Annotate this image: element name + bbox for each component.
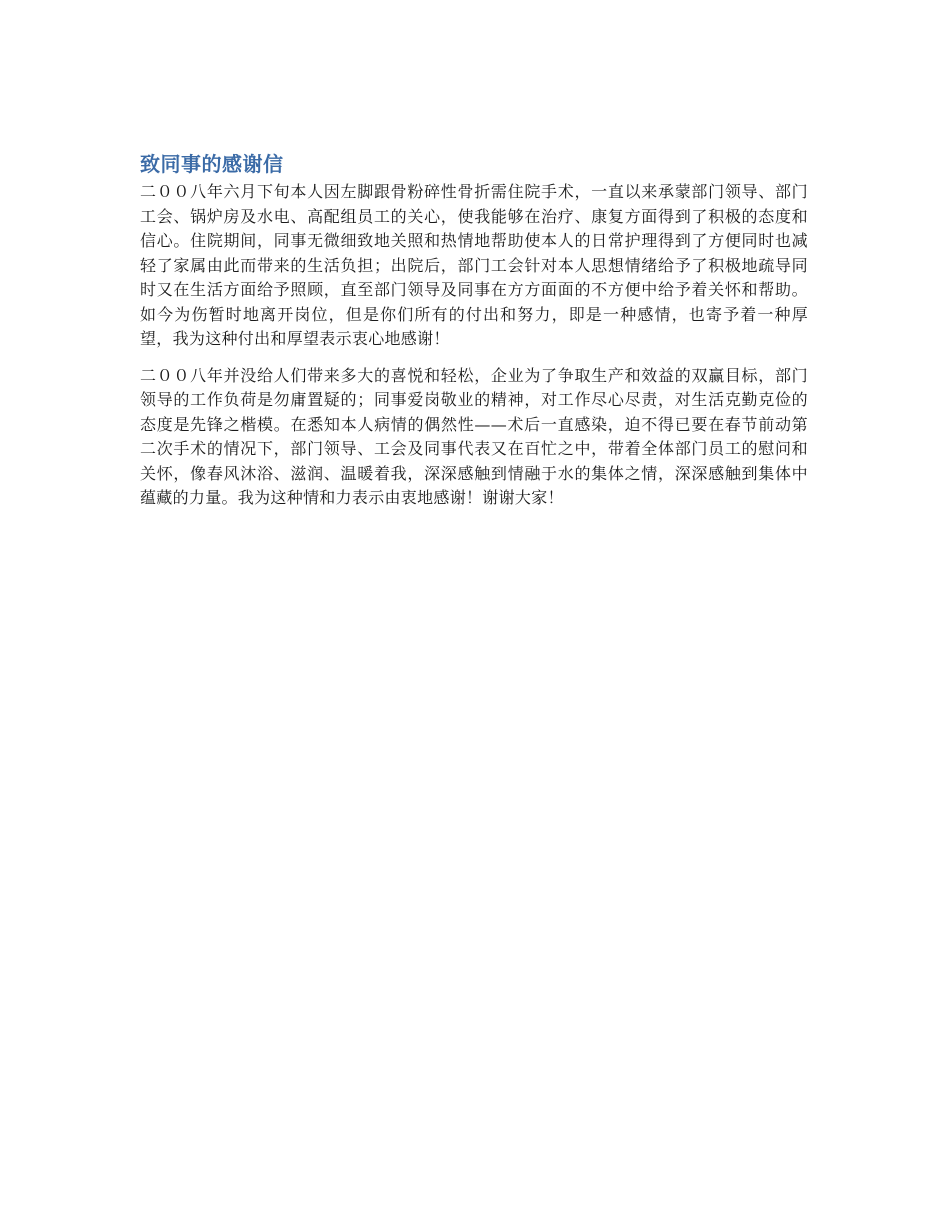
letter-title: 致同事的感谢信 bbox=[140, 152, 284, 176]
paragraph-1: 二００八年六月下旬本人因左脚跟骨粉碎性骨折需住院手术，一直以来承蒙部门领导、部门工会、锅炉房及水电、高配组员工的关心，使我能够在治疗、康复方面得到了积极的态度和信心。住院期间，同事无微细致地关照和热情地帮助使本人的日常护理得到了方便同时也减轻了家属由此而带来的生活负担；出院后，部门工会针对本人思想情绪给予了积极地疏导同时又在生活方面给予照顾，直至部门领导及同事在方方面面的不方便中给予着关怀和帮助。如今为伤暂时地离开岗位，但是你们所有的付出和努力，即是一种感情，也寄予着一种厚望，我为这种付出和厚望表示衷心地感谢！ bbox=[140, 182, 808, 348]
letter-content bbox=[140, 150, 808, 523]
paragraph-2: 二００八年并没给人们带来多大的喜悦和轻松，企业为了争取生产和效益的双赢目标，部门领导的工作负荷是勿庸置疑的；同事爱岗敬业的精神，对工作尽心尽责，对生活克勤克俭的态度是先锋之楷模。在悉知本人病情的偶然性——术后一直感染，迫不得已要在春节前动第二次手术的情况下，部门领导、工会及同事代表又在百忙之中，带着全体部门员工的慰问和关怀，像春风沐浴、滋润、温暖着我，深深感触到情融于水的集体之情，深深感触到集体中蕴藏的力量。我为这种情和力表示由衷地感谢！谢谢大家！ bbox=[140, 365, 808, 507]
